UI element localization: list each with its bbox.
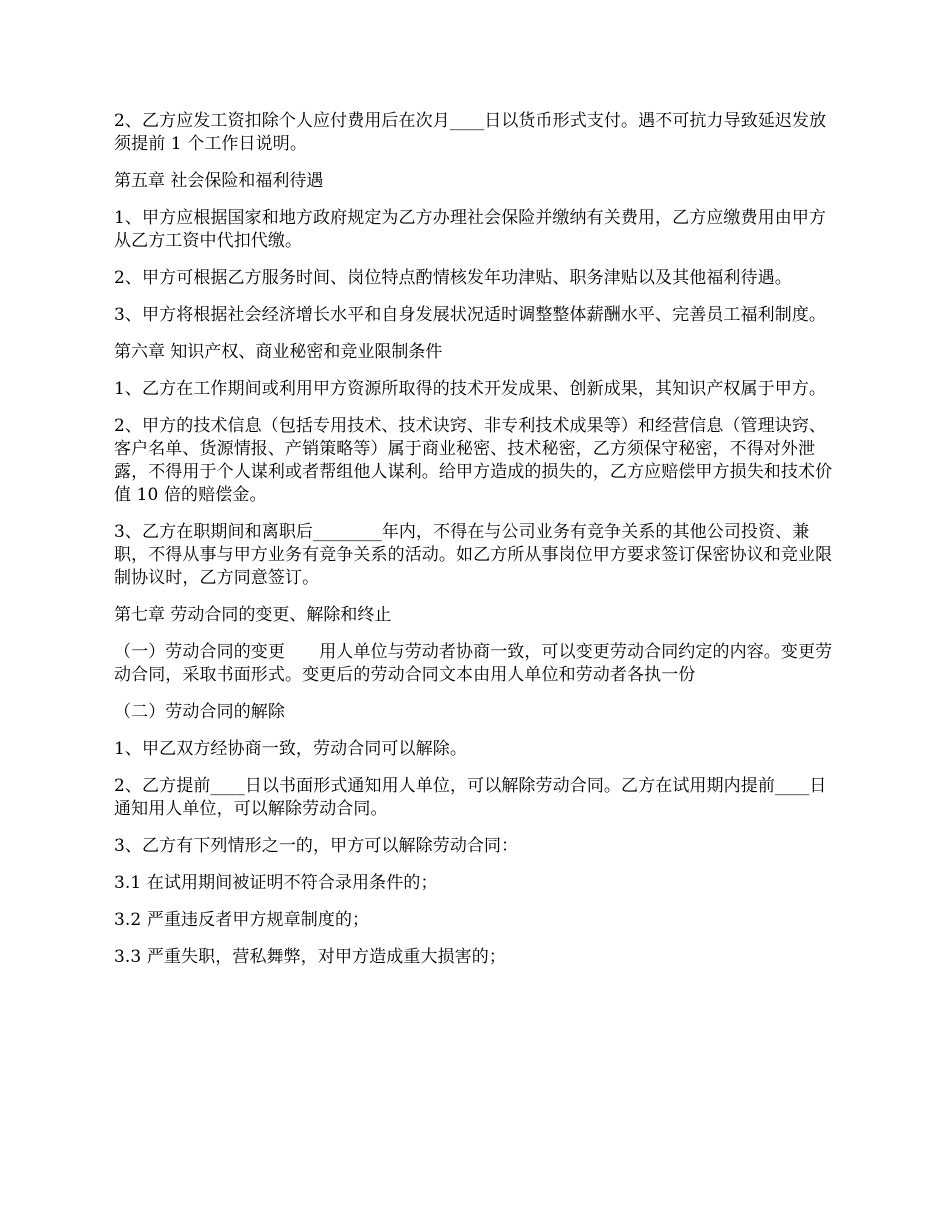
- clause-trade-secrets: 2、甲方的技术信息（包括专用技术、技术诀窍、非专利技术成果等）和经营信息（管理诀窍、客户名单、货源情报、产销策略等）属于商业秘密、技术秘密，乙方须保守秘密，不得对外泄露，不得用于个人谋利或者帮组他人谋利。给甲方造成的损失的，乙方应赔偿甲方损失和技术价值 10 倍的赔偿金。: [114, 416, 833, 505]
- clause-item-3-2: 3.2 严重违反者甲方规章制度的；: [114, 910, 370, 930]
- clause-notice-termination: 2、乙方提前____日以书面形式通知用人单位，可以解除劳动合同。乙方在试用期内提前____日通知用人单位，可以解除劳动合同。: [114, 776, 827, 819]
- chapter-6-heading: 第六章 知识产权、商业秘密和竞业限制条件: [114, 342, 443, 362]
- clause-salary-payment: 2、乙方应发工资扣除个人应付费用后在次月____日以货币形式支付。遇不可抗力导致延迟发放须提前 1 个工作日说明。: [114, 111, 827, 154]
- clause-ip-ownership: 1、乙方在工作期间或利用甲方资源所取得的技术开发成果、创新成果，其知识产权属于甲方。: [114, 379, 827, 399]
- clause-employer-termination: 3、乙方有下列情形之一的，甲方可以解除劳动合同：: [114, 836, 519, 856]
- clause-social-insurance: 1、甲方应根据国家和地方政府规定为乙方办理社会保险并缴纳有关费用，乙方应缴费用由甲方从乙方工资中代扣代缴。: [114, 208, 827, 251]
- clause-salary-adjustment: 3、甲方将根据社会经济增长水平和自身发展状况适时调整整体薪酬水平、完善员工福利制度。: [114, 305, 827, 325]
- chapter-7-heading: 第七章 劳动合同的变更、解除和终止: [114, 605, 392, 625]
- clause-contract-change: （一）劳动合同的变更 用人单位与劳动者协商一致，可以变更劳动合同约定的内容。变更劳动合同，采取书面形式。变更后的劳动合同文本由用人单位和劳动者各执一份: [114, 642, 833, 685]
- document-page: [114, 110, 842, 983]
- clause-allowances: 2、甲方可根据乙方服务时间、岗位特点酌情核发年功津贴、职务津贴以及其他福利待遇。: [114, 268, 792, 288]
- section-contract-termination: （二）劳动合同的解除: [114, 702, 285, 722]
- clause-item-3-1: 3.1 在试用期间被证明不符合录用条件的；: [114, 873, 438, 893]
- clause-non-compete: 3、乙方在职期间和离职后________年内，不得在与公司业务有竞争关系的其他公司投资、兼职，不得从事与甲方业务有竞争关系的活动。如乙方所从事岗位甲方要求签订保密协议和竞业限制协议时，乙方同意签订。: [114, 522, 833, 588]
- chapter-5-heading: 第五章 社会保险和福利待遇: [114, 171, 324, 191]
- clause-mutual-termination: 1、甲乙双方经协商一致，劳动合同可以解除。: [114, 739, 467, 759]
- clause-item-3-3: 3.3 严重失职，营私舞弊，对甲方造成重大损害的；: [114, 947, 506, 967]
